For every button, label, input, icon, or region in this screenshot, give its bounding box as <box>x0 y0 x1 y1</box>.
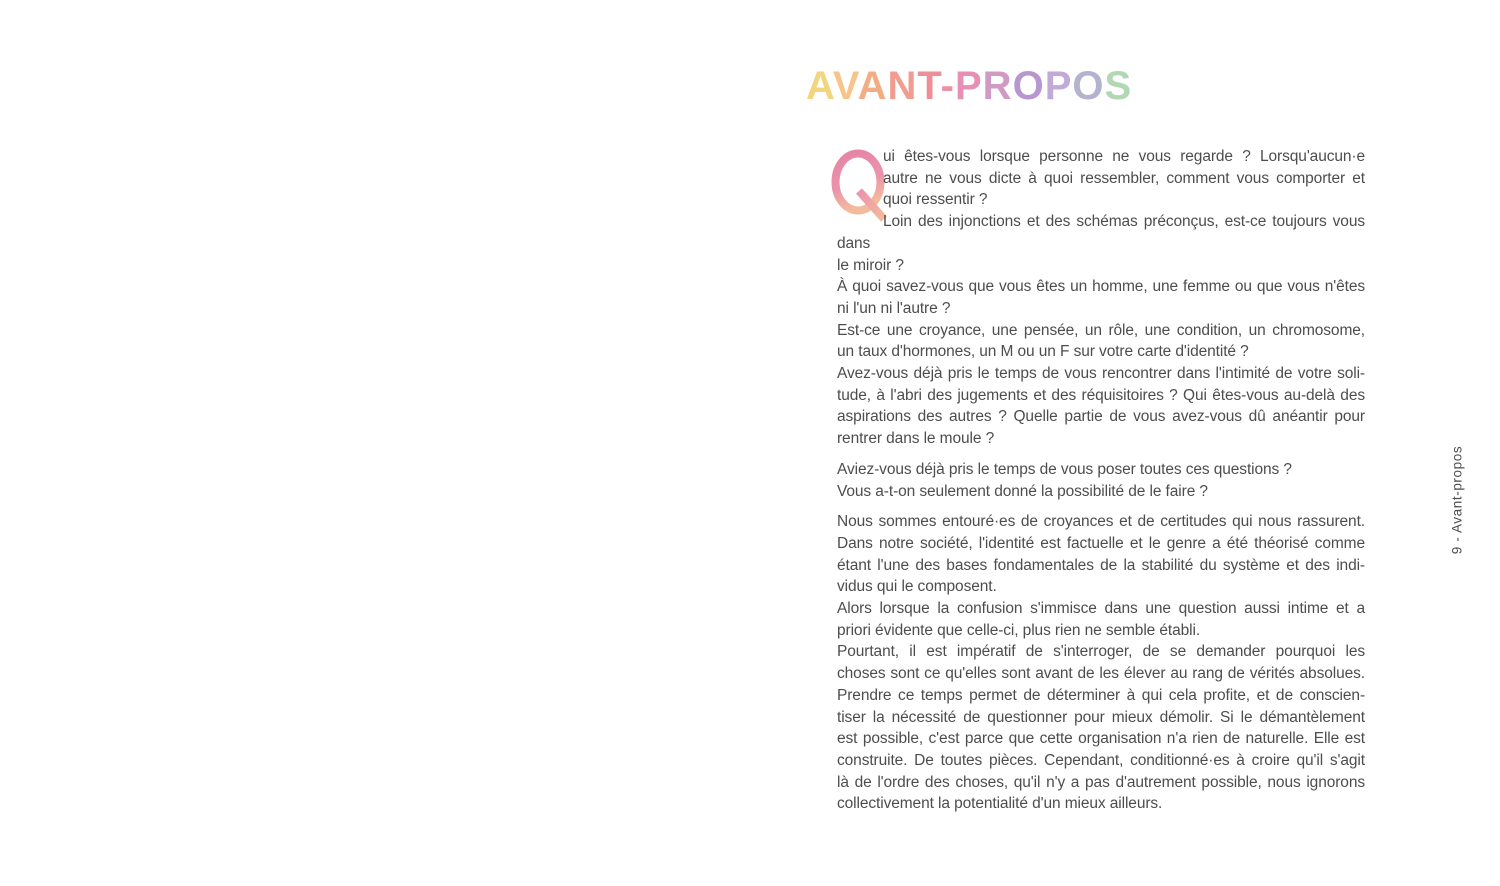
text-line: collectivement la potentialité d'un mieux ailleurs. <box>837 795 1163 813</box>
paragraph <box>837 459 1365 481</box>
text-line: quoi ressentir ? <box>883 191 988 209</box>
paragraph <box>837 276 1365 319</box>
text-line: un taux d'hormones, un M ou un F sur votre carte d'identité ? <box>837 343 1249 361</box>
title-letter: O <box>1012 64 1045 108</box>
title-letter: N <box>887 64 918 108</box>
text-line: autre ne vous dicte à quoi ressembler, comment vous comporter et <box>883 169 1365 187</box>
text-line: tude, à l'abri des jugements et des réquisitoires ? Qui êtes-vous au-delà des <box>837 386 1365 404</box>
title-letter: A <box>857 64 888 108</box>
text-line: construite. De toutes pièces. Cependant, conditionné·es à croire qu'il s'agit <box>837 751 1365 769</box>
text-line: là de l'ordre des choses, qu'il n'y a pas d'autrement possible, nous ignorons <box>837 773 1365 791</box>
title-letter: P <box>1044 64 1073 108</box>
text-line: Loin des injonctions et des schémas préconçus, est-ce toujours vous dans <box>837 213 1365 252</box>
page-marker: 9 - Avant-propos <box>1449 445 1465 555</box>
text-line: Dans notre société, l'identité est factuelle et le genre a été théorisé comme <box>837 534 1365 552</box>
title-letter: R <box>982 64 1013 108</box>
paragraph <box>837 598 1365 641</box>
text-line: Pourtant, il est impératif de s'interroger, de se demander pourquoi les <box>837 643 1365 661</box>
text-line: À quoi savez-vous que vous êtes un homme, une femme ou que vous n'êtes <box>837 278 1365 296</box>
text-line: Avez-vous déjà pris le temps de vous rencontrer dans l'intimité de votre soli- <box>837 365 1365 383</box>
title-letter: S <box>1104 64 1133 108</box>
text-line: Vous a-t-on seulement donné la possibilité de le faire ? <box>837 482 1208 500</box>
title-letter: V <box>832 64 858 108</box>
drop-cap-glyph <box>830 149 890 223</box>
paragraph <box>837 641 1365 815</box>
text-line: étant l'une des bases fondamentales de la stabilité du système et des indi- <box>837 556 1365 574</box>
text-line: le miroir ? <box>837 256 904 274</box>
text-line: priori évidente que celle-ci, plus rien ne semble établi. <box>837 621 1201 639</box>
text-column <box>837 146 1365 815</box>
text-line: est possible, c'est parce que cette organisation n'a rien de naturelle. Elle est <box>837 730 1365 748</box>
paragraph <box>837 211 1365 276</box>
paragraph <box>837 481 1365 503</box>
title-letter: A <box>806 64 833 108</box>
text-line: vidus qui le composent. <box>837 578 997 596</box>
text-line: Prendre ce temps permet de déterminer à qui cela profite, et de conscien- <box>837 686 1365 704</box>
page-title <box>806 64 1132 109</box>
title-letter: P <box>954 64 983 108</box>
text-line: Est-ce une croyance, une pensée, un rôle, une condition, un chromosome, <box>837 321 1365 339</box>
text-line: ui êtes-vous lorsque personne ne vous regarde ? Lorsqu'aucun·e <box>883 148 1365 165</box>
text-line: choses sont ce qu'elles sont avant de les élever au rang de vérités absolues. <box>837 665 1365 683</box>
paragraph <box>837 511 1365 598</box>
text-line: rentrer dans le moule ? <box>837 430 995 448</box>
title-letter: - <box>940 64 955 108</box>
drop-cap-q <box>837 149 883 213</box>
paragraph <box>837 320 1365 363</box>
text-line: aspirations des autres ? Quelle partie de vous avez-vous dû anéantir pour <box>837 408 1365 426</box>
title-letter: T <box>917 64 941 108</box>
title-letter: O <box>1072 64 1105 108</box>
text-line: ni l'un ni l'autre ? <box>837 299 951 317</box>
paragraph <box>837 363 1365 450</box>
paragraph <box>837 146 1365 211</box>
text-line: Alors lorsque la confusion s'immisce dans une question aussi intime et a <box>837 600 1365 618</box>
text-line: Aviez-vous déjà pris le temps de vous poser toutes ces questions ? <box>837 460 1292 478</box>
text-line: tiser la nécessité de questionner pour mieux démolir. Si le démantèlement <box>837 708 1365 726</box>
text-line: Nous sommes entouré·es de croyances et de certitudes qui nous rassurent. <box>837 513 1365 531</box>
